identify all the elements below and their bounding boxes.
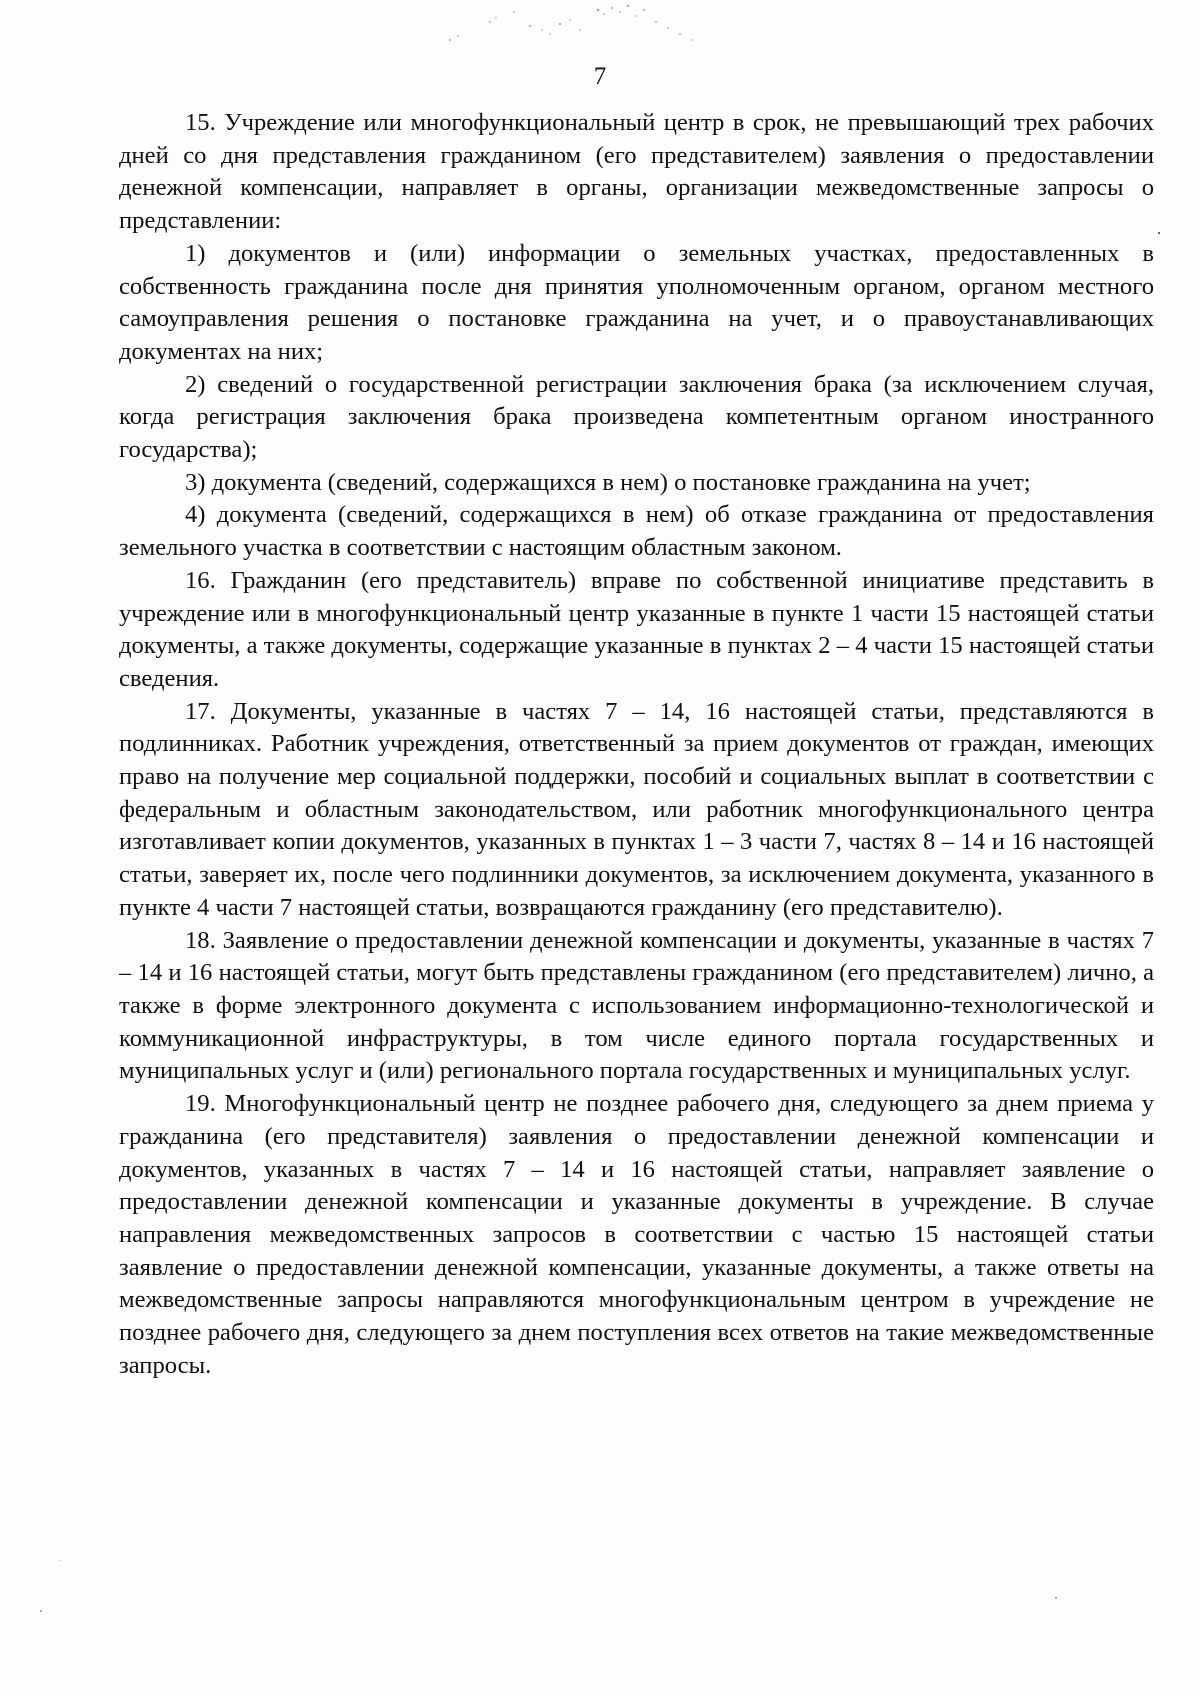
paragraph-17: 17. Документы, указанные в частях 7 – 14, 16 настоящей статьи, представляются в подлинниках. Работник учреждения, ответственный за прием документов от граждан, имеющих право на получение мер социальной поддержки, пособий и социальных выплат в соответствии с федеральным и областным законодательством, или работник многофункционального центра изготавливает копии документов, указанных в пунктах 1 – 3 части 7, частях 8 – 14 и 16 настоящей статьи, заверяет их, после чего подлинники документов, за исключением документа, указанного в пункте 4 части 7 настоящей статьи, возвращаются гражданину (его представителю). [119,697,1154,921]
paragraph-18: 18. Заявление о предоставлении денежной компенсации и документы, указанные в частях 7 – 14 и 16 настоящей статьи, могут быть представлены гражданином (его представителем) лично, а также в форме электронного документа с использованием информационно-технологической и коммуникационной инфраструктуры, в том числе единого портала государственных и муниципальных услуг и (или) регионального портала государственных и муниципальных услуг. [119,926,1154,1085]
scan-artifact [430,0,770,50]
paragraph-16: 16. Гражданин (его представитель) вправе по собственной инициативе представить в учреждение или в многофункциональный центр указанные в пункте 1 части 15 настоящей статьи документы, а также документы, содержащие указанные в пунктах 2 – 4 части 15 настоящей статьи сведения. [119,566,1154,692]
paragraph-15-item-4: 4) документа (сведений, содержащихся в нем) об отказе гражданина от предоставления земельного участка в соответствии с настоящим областным законом. [119,501,1154,562]
page-number: 7 [593,63,607,90]
paragraph-15: 15. Учреждение или многофункциональный центр в срок, не превышающий трех рабочих дней со дня представления гражданином (его представителем) заявления о предоставлении денежной компенсации, направляет в органы, организации межведомственные запросы о представлении: [119,109,1154,235]
scan-speck [60,1560,61,1561]
document-body [119,107,1154,1382]
scan-speck [1158,232,1160,234]
paragraph-15-item-2: 2) сведений о государственной регистрации заключения брака (за исключением случая, когда регистрация заключения брака произведена компетентным органом иностранного государства); [119,370,1154,464]
paragraph-15-item-1: 1) документов и (или) информации о земельных участках, предоставленных в собственность гражданина после дня принятия уполномоченным органом, органом местного самоуправления решения о постановке гражданина на учет, и о правоустанавливающих документах на них; [119,239,1154,365]
paragraph-15-item-3: 3) документа (сведений, содержащихся в нем) о постановке гражданина на учет; [185,468,1031,496]
paragraph-19: 19. Многофункциональный центр не позднее рабочего дня, следующего за днем приема у гражданина (его представителя) заявления о предоставлении денежной компенсации и документов, указанных в частях 7 – 14 и 16 настоящей статьи, направляет заявление о предоставлении денежной компенсации и указанные документы в учреждение. В случае направления межведомственных запросов в соответствии с частью 15 настоящей статьи заявление о предоставлении денежной компенсации, указанные документы, а также ответы на межведомственные запросы направляются многофункциональным центром в учреждение не позднее рабочего дня, следующего за днем поступления всех ответов на такие межведомственные запросы. [119,1090,1154,1379]
scan-speck [1055,1597,1057,1599]
scan-speck [40,1610,42,1612]
